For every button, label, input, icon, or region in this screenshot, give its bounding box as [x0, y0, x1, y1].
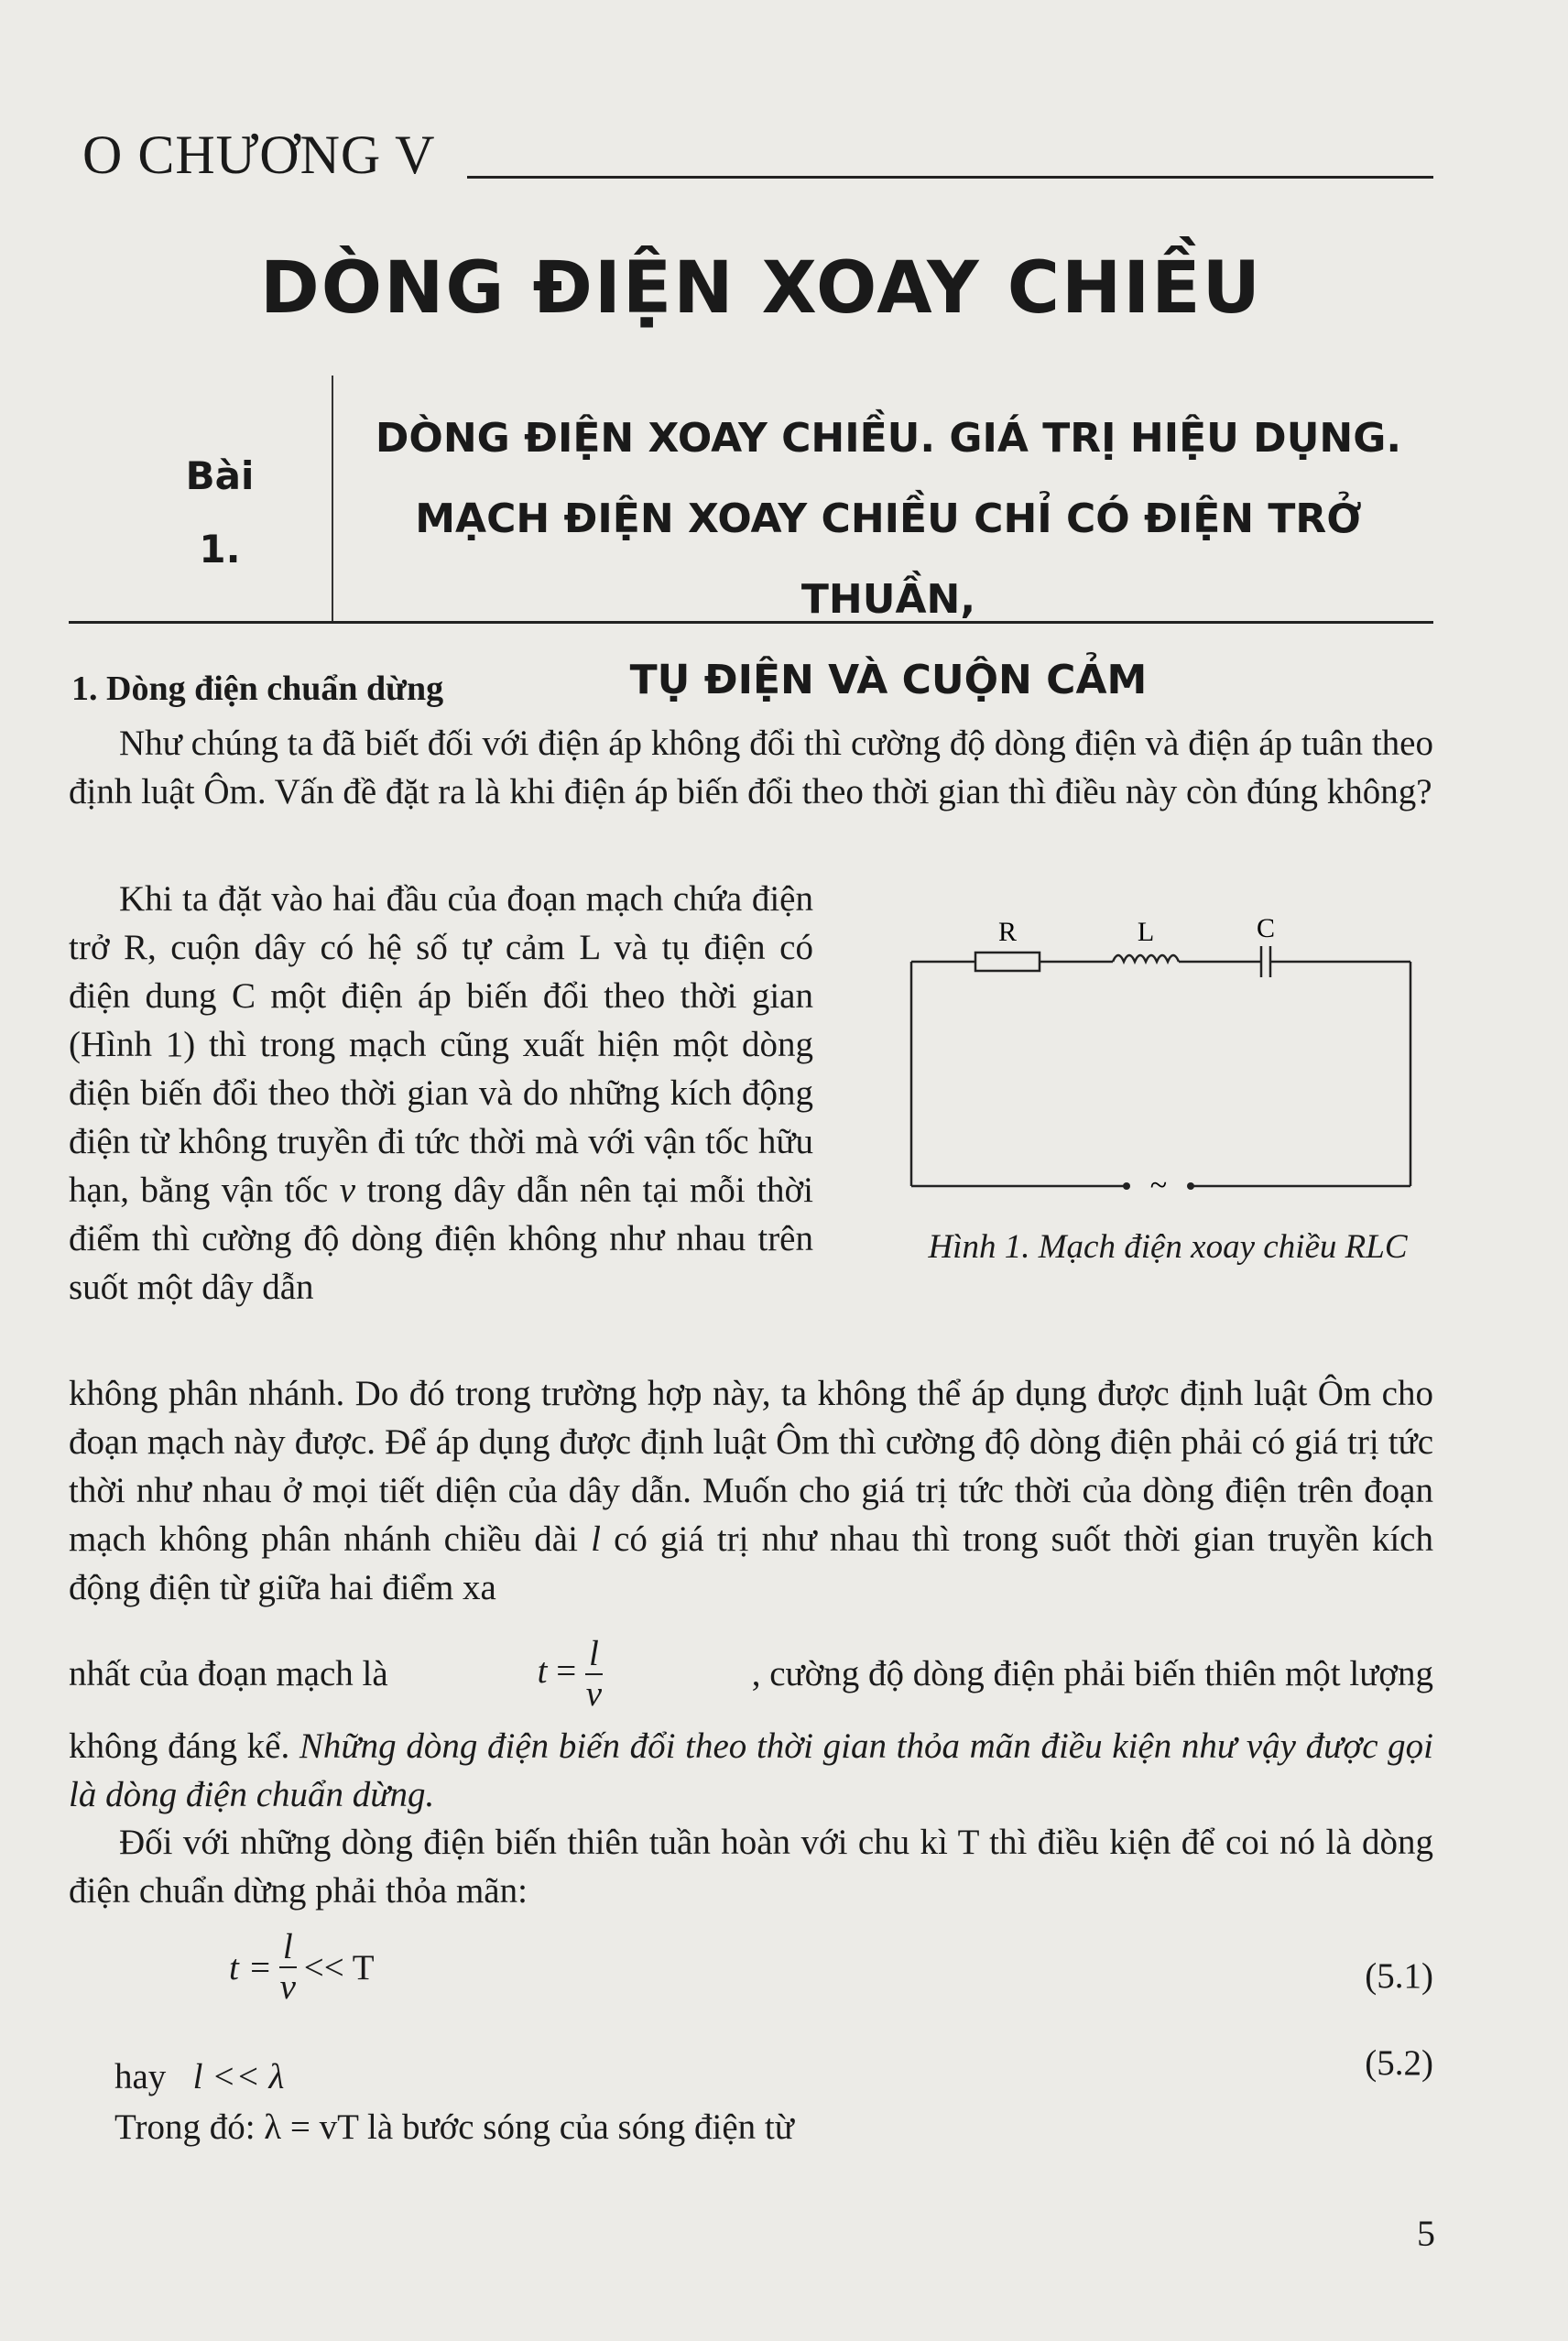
- lesson-title: [343, 398, 1433, 721]
- lesson-title-line-3: TỤ ĐIỆN VÀ CUỘN CẢM: [629, 657, 1148, 703]
- equation-5-2: [114, 2056, 284, 2097]
- paragraph-3: [69, 1722, 1433, 1819]
- lesson-label-number: 1.: [199, 527, 241, 572]
- lesson-title-line-1: DÒNG ĐIỆN XOAY CHIỀU. GIÁ TRỊ HIỆU DỤNG.: [375, 415, 1402, 462]
- eq1-den: v: [279, 1967, 296, 2007]
- where-clause: Trong đó: λ = vT là bước sóng của sóng điện từ: [114, 2107, 794, 2147]
- paragraph-2: [69, 875, 813, 1312]
- lesson-divider: [332, 376, 333, 623]
- length-var: l: [591, 1519, 601, 1559]
- paragraph-2-text: Khi ta đặt vào hai đầu của đoạn mạch chứa điện trở R, cuộn dây có hệ số tự cảm L và tụ điện có điện dung C một điện áp biến đổi theo thời gian (Hình 1) thì trong mạch cũng xuất hiện một dòng điện biến đổi theo thời gian và do những kích động điện từ không truyền đi tức thời mà với vận tốc hữu hạn, bằng vận tốc: [69, 879, 813, 1210]
- capacitor-label: C: [1256, 913, 1276, 943]
- figure-rlc-circuit: [902, 902, 1433, 1268]
- equation-number-5-2: (5.2): [1365, 2043, 1433, 2083]
- equation-number-5-1: (5.1): [1365, 1956, 1433, 1996]
- lesson-label: [160, 440, 279, 586]
- figure-caption: Hình 1. Mạch điện xoay chiều RLC: [928, 1228, 1408, 1266]
- lesson-bottom-rule: [69, 621, 1433, 624]
- ac-source-symbol: ~: [1149, 1169, 1168, 1203]
- frac-den: v: [585, 1673, 603, 1714]
- inline-fraction: t = $\frac{l}{v}$: [537, 1633, 603, 1714]
- eq1-num: l: [279, 1928, 297, 1968]
- circuit-diagram: [902, 902, 1433, 1218]
- paragraph-3-text: không đáng kể.: [69, 1726, 290, 1766]
- page-number: 5: [1417, 2213, 1435, 2254]
- lesson-label-word: Bài: [185, 453, 255, 498]
- chapter-rule: [467, 176, 1433, 179]
- frac-num: l: [585, 1635, 603, 1675]
- formula-line-end: , cường độ dòng điện phải biến thiên một lượng: [751, 1654, 1433, 1693]
- eq2-prefix: hay: [114, 2057, 167, 2096]
- paragraph-2b-end: có giá trị như nhau thì trong suốt thời gian truyền kích động điện từ giữa hai điểm xa: [69, 1519, 1433, 1607]
- formula-line-start: nhất của đoạn mạch là: [69, 1654, 388, 1693]
- paragraph-2b-text: không phân nhánh. Do đó trong trường hợp này, ta không thể áp dụng được định luật Ôm cho đoạn mạch này được. Để áp dụng được định luật Ôm thì cường độ dòng điện phải có giá trị tức thời như nhau ở mọi tiết diện của dây dẫn. Muốn cho giá trị tức thời của dòng điện trên đoạn mạch không phân nhánh chiều dài: [69, 1374, 1433, 1559]
- paragraph-1: Như chúng ta đã biết đối với điện áp không đổi thì cường độ dòng điện và điện áp tuân theo định luật Ôm. Vấn đề đặt ra là khi điện áp biến đổi theo thời gian thì điều này còn đúng không?: [69, 724, 1433, 811]
- section-heading: 1. Dòng điện chuẩn dừng: [71, 670, 444, 708]
- eq2-expr: l << λ: [192, 2057, 285, 2096]
- velocity-var: v: [339, 1170, 356, 1210]
- chapter-title: DÒNG ĐIỆN XOAY CHIỀU: [260, 247, 1262, 330]
- chapter-label: O CHƯƠNG V: [82, 125, 436, 185]
- definition-italic: Những dòng điện biến đổi theo thời gian thỏa mãn điều kiện như vậy được gọi là dòng điện chuẩn dừng.: [69, 1726, 1434, 1814]
- inductor-label: L: [1137, 917, 1155, 947]
- lesson-title-line-2: MẠCH ĐIỆN XOAY CHIỀU CHỈ CÓ ĐIỆN TRỞ THUẦN,: [415, 495, 1362, 623]
- equation-5-1: [229, 1928, 375, 2007]
- eq1-lhs: t =: [229, 1947, 272, 1987]
- eq1-fraction: [279, 1928, 297, 2007]
- resistor-label: R: [997, 917, 1018, 947]
- paragraph-2-end: trong dây dẫn nên tại mỗi thời điểm thì cường độ dòng điện không như nhau trên suốt một dây dẫn: [69, 1170, 813, 1307]
- paragraph-2-continued: [69, 1369, 1433, 1612]
- chapter-header: [82, 124, 1433, 188]
- eq1-rhs: << T: [303, 1947, 375, 1987]
- inline-formula-line: [69, 1630, 1433, 1717]
- paragraph-4: Đối với những dòng điện biến thiên tuần hoàn với chu kì T thì điều kiện để coi nó là dòng điện chuẩn dừng phải thỏa mãn:: [69, 1823, 1433, 1911]
